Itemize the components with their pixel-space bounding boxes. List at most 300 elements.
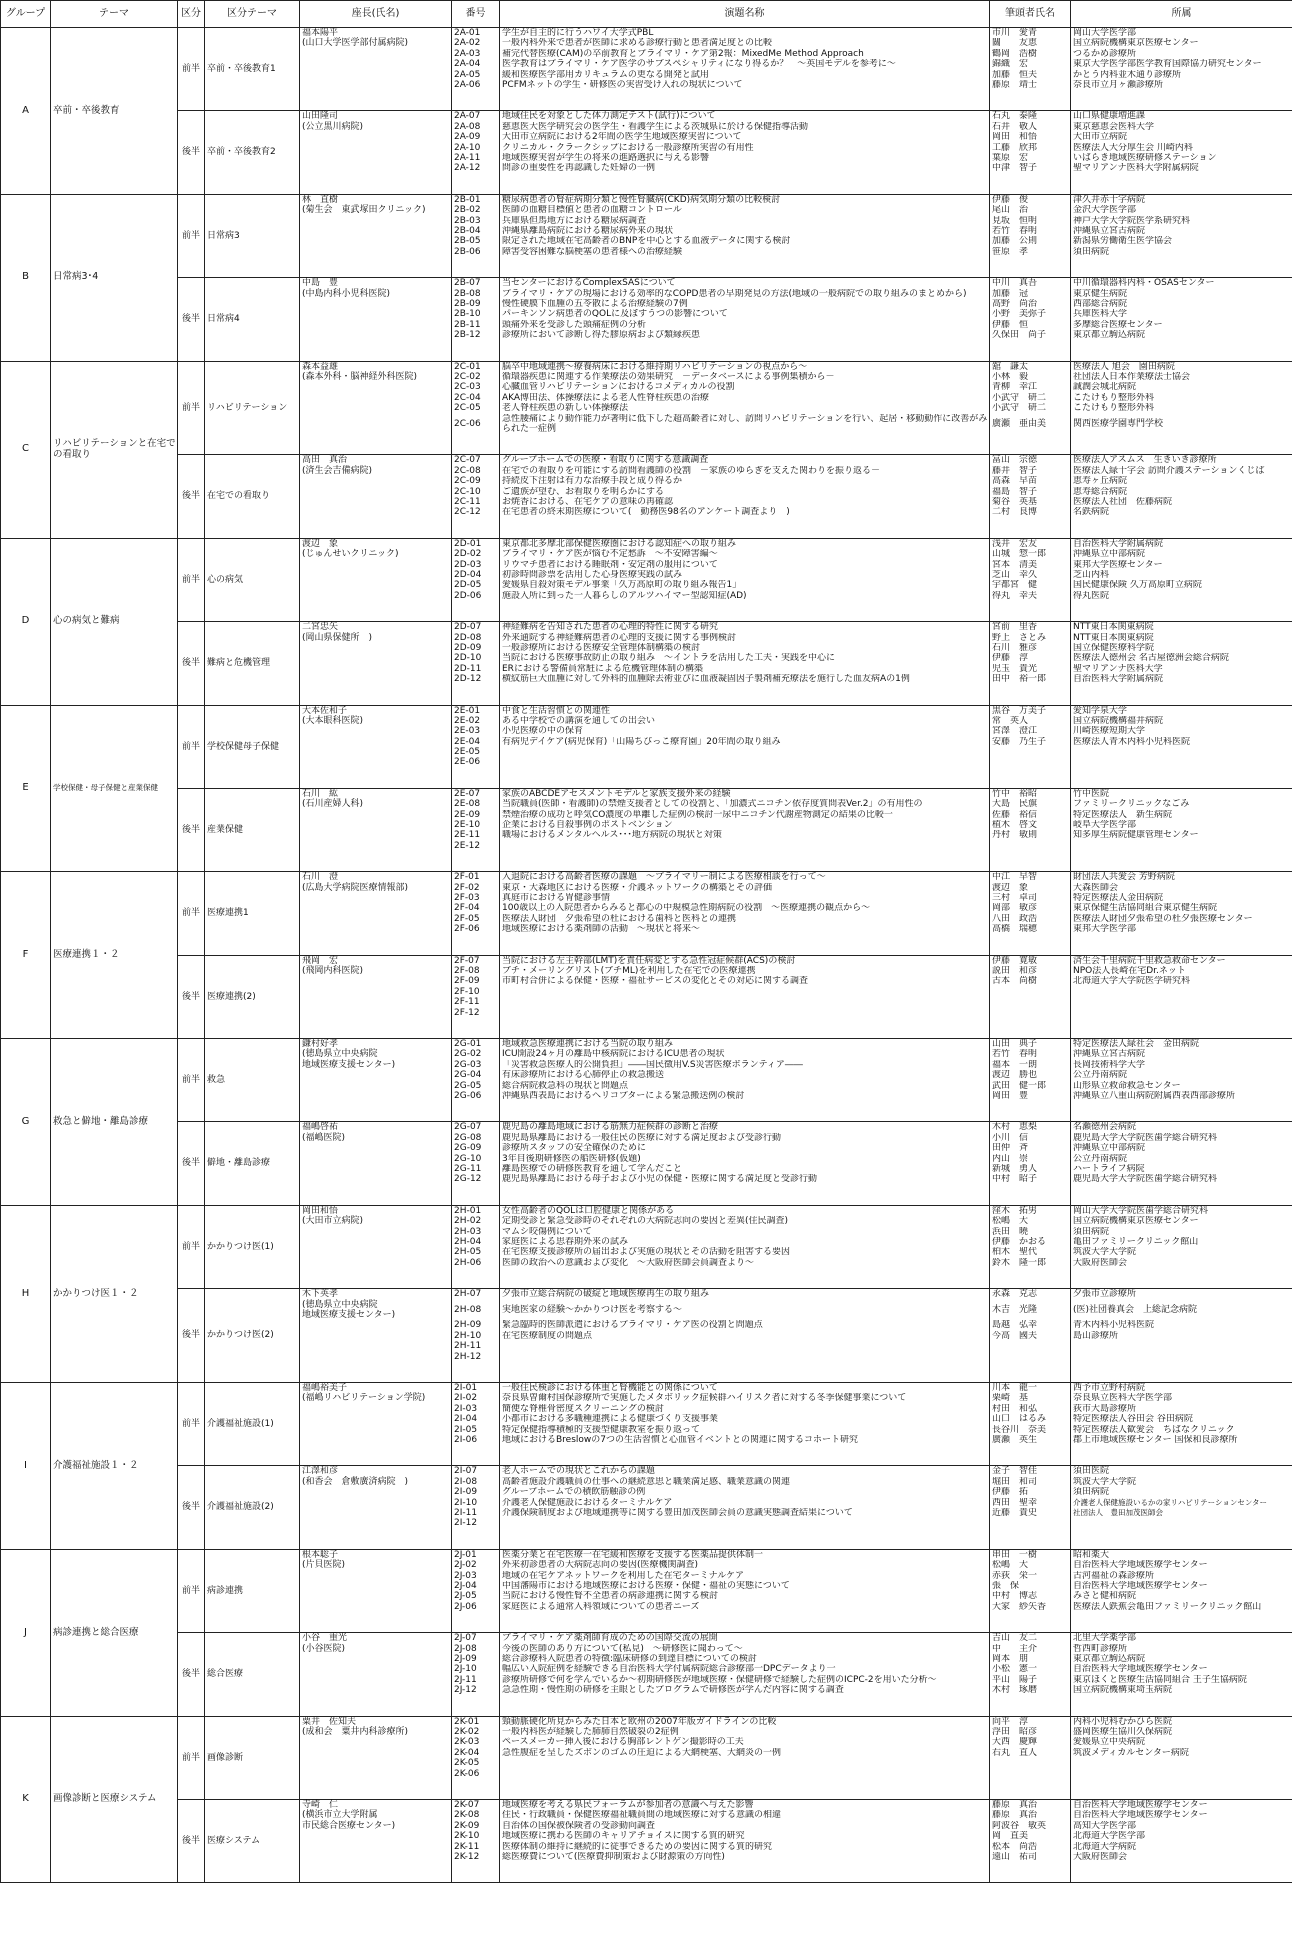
group-letter: I — [1, 1383, 51, 1550]
talk-title: ペースメーカー挿入後における胸部レントゲン撮影時の工夫 — [502, 1737, 744, 1748]
talk-author: 木吉 光隆 — [992, 1304, 1038, 1315]
talk-title: 女性高齢者のQOLは口腔健康と関係がある — [502, 1205, 675, 1216]
chair-line: 木下英孝 — [302, 1289, 339, 1300]
talk-numbers — [452, 538, 500, 705]
talk-title: 沖縄県西表島におけるヘリコプターによる緊急搬送例の検討 — [502, 1091, 745, 1102]
talk-author-block — [990, 362, 1070, 455]
talk-title: 簡便な脊椎骨密度スクリーニングの検討 — [502, 1403, 664, 1414]
talk-number: 2K-06 — [454, 1768, 480, 1779]
talk-affiliation-block — [1071, 277, 1292, 359]
session-subtheme: 日常病3 — [207, 230, 240, 241]
talk-number-block — [452, 621, 499, 703]
talk-number-block — [452, 706, 499, 788]
talk-number: 2D-05 — [454, 580, 482, 591]
talk-author: 福島 智子 — [992, 486, 1038, 497]
talk-number: 2I-05 — [454, 1424, 478, 1435]
session-subtheme: 画像診断 — [207, 1752, 244, 1763]
session-subtheme: 産業保健 — [205, 788, 299, 871]
session-half: 前半 — [181, 1419, 200, 1430]
talk-author: 藤原 真治 — [992, 1800, 1038, 1811]
session-chair — [300, 621, 451, 704]
talk-title: PCFMネットの学生・研修医の実習受け入れの現状について — [502, 79, 743, 90]
talk-title: 鹿児島県離島における母子および小児の保健・医療に関する満足度と受診行動 — [502, 1174, 818, 1185]
session-chairs — [300, 1205, 452, 1382]
talk-title: 自治体の国保被保険者の受診動向調査 — [502, 1820, 656, 1831]
talk-number: 2A-01 — [454, 28, 481, 38]
group-f — [1, 872, 1292, 1039]
chair-line: 福本陽平 — [302, 28, 339, 38]
header-subtheme: 区分テーマ — [205, 1, 300, 28]
talk-title: 有病児デイケア(病児保育)「山陽ちびっこ療育園」20年間の取り組み — [502, 736, 781, 747]
talk-number: 2H-01 — [454, 1205, 482, 1216]
chair-line: 森本益雄 — [302, 361, 339, 372]
talk-author: 鈴木 隆一郎 — [992, 1257, 1047, 1268]
talk-number: 2F-02 — [454, 882, 480, 893]
talk-number: 2D-11 — [454, 663, 482, 674]
session-chair — [300, 1206, 451, 1288]
session-subthemes — [205, 1039, 300, 1206]
talk-number-block — [452, 110, 499, 192]
group-a — [1, 28, 1292, 195]
talk-affiliation: 奈良市立月ヶ瀬診療所 — [1073, 79, 1164, 90]
talk-numbers — [452, 1205, 500, 1382]
talk-author: 窪木 拓男 — [992, 1205, 1038, 1216]
talk-author: 安藤 乃生子 — [992, 736, 1047, 747]
talk-affiliation-block — [1071, 1206, 1292, 1288]
talk-title: 家庭医による思春期外来の試み — [502, 1237, 629, 1248]
talk-affiliation: 医療法人大分厚生会 川崎内科 — [1073, 142, 1193, 153]
talk-title: 介護老人保健施設におけるターミナルケア — [502, 1497, 673, 1508]
talk-title: 愛媛県自殺対策モデル事業「久万高原町の取り組み報告1」 — [502, 580, 742, 591]
session-half: 前半 — [181, 908, 200, 919]
talk-affiliation: 岐阜大学医学部 — [1073, 820, 1137, 831]
talk-affiliation: 医療法人アスムス 生きいき診療所 — [1073, 455, 1217, 466]
talk-title-block — [500, 1632, 989, 1714]
talk-author — [990, 747, 1070, 757]
talk-author: 伊藤 淳 — [992, 653, 1029, 664]
talk-number: 2D-02 — [454, 549, 482, 560]
talk-title — [500, 987, 989, 997]
talk-title: 急急性期・慢性期の研修を主眼としたプログラムで研修医が学んだ内容に関する調査 — [502, 1685, 844, 1696]
talk-author: 大西 慶輝 — [992, 1737, 1038, 1748]
talk-number: 2B-05 — [454, 236, 481, 247]
session-subthemes — [205, 1205, 300, 1382]
talk-number: 2K-01 — [454, 1716, 480, 1727]
talk-number: 2A-04 — [454, 59, 481, 70]
group-j — [1, 1549, 1292, 1716]
talk-author: 黒谷 万美子 — [992, 705, 1047, 716]
talk-title: 在宅医療支援診療所の届出および実施の現状とその活動を阻害する要因 — [502, 1247, 791, 1258]
talk-author: 吉山 友二 — [992, 1633, 1038, 1644]
talk-affiliation: 医療法人財団夕張希望の杜夕張医療センター — [1073, 913, 1253, 924]
talk-affiliations — [1071, 1383, 1292, 1550]
header-affiliation: 所属 — [1071, 1, 1292, 28]
talk-number: 2F-05 — [454, 913, 480, 924]
talk-author: 串田 一樹 — [992, 1549, 1038, 1560]
talk-author-block — [990, 1465, 1070, 1547]
talk-affiliation: 大森医師会 — [1073, 882, 1119, 893]
talk-title: 老人脊柱疾患の新しい体操療法 — [502, 403, 629, 414]
talk-title: 地域救急医療連携における当院の取り組み — [502, 1039, 674, 1050]
talk-affiliation: 沖縄県立宮古病院 — [1073, 225, 1146, 236]
talk-title: 一般診療所における医療安全管理体制構築の検討 — [502, 642, 701, 653]
group-letter: A — [1, 28, 51, 195]
talk-affiliation: 自治医科大学附属病院 — [1073, 538, 1164, 549]
talk-author: 島越 弘幸 — [992, 1320, 1038, 1331]
talk-numbers — [452, 194, 500, 361]
talk-title: 地域におけるBreslowの7つの生活習慣と心血管イベントとの関連に関するコホート研究 — [502, 1435, 858, 1446]
talk-number: 2I-11 — [454, 1508, 478, 1519]
session-halves — [178, 361, 205, 538]
talk-author: 松本 尚浩 — [992, 1841, 1038, 1852]
talk-title-block — [500, 955, 989, 1037]
talk-affiliation: 北海道大学病院 — [1073, 1841, 1137, 1852]
talk-title: リウマチ患者における睡眠剤・安定剤の服用について — [502, 559, 718, 570]
talk-author: 児玉 貴光 — [992, 663, 1038, 674]
talk-number: 2F-07 — [454, 955, 480, 966]
talk-title: 医薬分業と在宅医療一在宅緩和医療を支援する医薬品提供体制一 — [502, 1549, 764, 1560]
talk-author: 野上 さとみ — [992, 632, 1047, 643]
talk-number: 2G-10 — [454, 1153, 482, 1164]
talk-title: 当院職員(医師・看護師)の禁煙支援者としての役割と、「加濃式ニコチン依存度質問表Ver.2」の有用性の — [502, 799, 923, 810]
talk-title: 中食と生活習慣との関連性 — [502, 705, 611, 716]
header-chair: 座長(氏名) — [300, 1, 452, 28]
talk-affiliation: 特定医療法人金田病院 — [1073, 893, 1164, 904]
talk-number: 2D-03 — [454, 559, 482, 570]
talk-title: 施設入所に到った一人暮らしのアルツハイマー型認知症(AD) — [502, 590, 747, 601]
talk-affiliation: 金沢大学医学部 — [1073, 205, 1137, 216]
talk-number: 2K-08 — [454, 1810, 480, 1821]
talk-number: 2A-10 — [454, 142, 481, 153]
talk-author: 渡辺 勝也 — [992, 1070, 1038, 1081]
talk-affiliation: 自治医科大学地域医療学センター — [1073, 1664, 1208, 1675]
talk-number: 2K-02 — [454, 1727, 480, 1738]
header-number: 番号 — [452, 1, 500, 28]
session-chairs — [300, 538, 452, 705]
talk-affiliation: 長岡技術科学大学 — [1073, 1059, 1146, 1070]
session-chair — [300, 1550, 451, 1632]
talk-number: 2F-03 — [454, 893, 480, 904]
talk-number: 2I-04 — [454, 1414, 478, 1425]
talk-title-block — [500, 195, 989, 277]
talk-title: 幅広い入院症例を経験できる自治医科大学付属病院総合診療部一DPCデータより一 — [502, 1664, 836, 1675]
talk-title-block — [500, 1799, 989, 1881]
talk-author: 大家 紗矢香 — [992, 1601, 1047, 1612]
talk-number: 2A-09 — [454, 132, 481, 143]
talk-author: 廣瀬 英生 — [992, 1435, 1038, 1446]
talk-author: 高森 早苗 — [992, 476, 1038, 487]
talk-number: 2B-01 — [454, 194, 481, 205]
talk-affiliation: 川崎医療短期大学 — [1073, 726, 1146, 737]
talk-author: 植木 啓文 — [992, 820, 1038, 831]
talk-title: 一般内科外来で患者が医師に求める診療行動と患者満足度との比較 — [502, 38, 773, 49]
talk-affiliation-block — [1071, 1465, 1292, 1547]
talk-title — [500, 1518, 989, 1528]
talk-author: 向平 淳 — [992, 1716, 1029, 1727]
talk-numbers — [452, 1549, 500, 1716]
talk-author-block — [990, 1717, 1070, 1799]
group-e — [1, 705, 1292, 872]
group-i — [1, 1383, 1292, 1550]
session-chairs — [300, 361, 452, 538]
session-half: 前半 — [181, 1241, 200, 1252]
talk-title: 地域の在宅ケアネットワークを利用した在宅ターミナルケア — [502, 1570, 745, 1581]
session-chair — [300, 706, 451, 788]
talk-number: 2F-10 — [454, 986, 480, 997]
talk-author: 平山 陽子 — [992, 1674, 1038, 1685]
talk-authors — [990, 1383, 1071, 1550]
talk-number: 2E-08 — [454, 799, 481, 810]
talk-author — [990, 987, 1070, 997]
talk-affiliation — [1071, 747, 1292, 757]
talk-number: 2J-10 — [454, 1664, 477, 1675]
talk-title — [500, 1341, 989, 1351]
talk-affiliation-block — [1071, 110, 1292, 192]
talk-affiliation: 夕張市立診療所 — [1073, 1289, 1137, 1300]
talk-affiliation: 津久井赤十字病院 — [1073, 194, 1146, 205]
talk-title-block — [500, 1465, 989, 1547]
talk-author — [990, 1518, 1070, 1528]
talk-author: 中村 博志 — [992, 1591, 1038, 1602]
talk-affiliation: 特定医療法人 新生病院 — [1073, 809, 1173, 820]
talk-affiliation: 名鉄病院 — [1073, 507, 1110, 518]
talk-number: 2H-08 — [454, 1304, 482, 1315]
talk-affiliation: 郡上市地域医療センター 国保和良診療所 — [1073, 1435, 1238, 1446]
talk-number: 2H-07 — [454, 1289, 482, 1300]
session-chair — [300, 1632, 451, 1715]
talk-number: 2E-02 — [454, 715, 481, 726]
talk-affiliation: 北海道大学医学部 — [1073, 1831, 1146, 1842]
session-half: 後半 — [178, 955, 204, 1038]
session-subthemes — [205, 872, 300, 1039]
chair-line: 中島 豊 — [302, 278, 339, 289]
talk-affiliation-block — [1071, 539, 1292, 621]
session-subthemes — [205, 705, 300, 872]
talk-author — [990, 1758, 1070, 1768]
talk-author: 常 英人 — [992, 715, 1029, 726]
talk-number: 2A-12 — [454, 163, 481, 174]
talk-author: 小松 憲一 — [992, 1664, 1038, 1675]
talk-affiliation: こたけもり整形外科 — [1073, 392, 1155, 403]
chair-line: (小谷医院) — [302, 1643, 346, 1654]
talk-number: 2I-01 — [454, 1383, 478, 1394]
talk-number: 2A-03 — [454, 48, 481, 59]
talk-title: 有床診療所における心肺停止の救急搬送 — [502, 1070, 665, 1081]
talk-affiliation: 東邦大学医療センター — [1073, 559, 1163, 570]
talk-title: 住民・行政職員・保健医療福祉職員間の地域医療に対する意識の相違 — [502, 1810, 782, 1821]
talk-title: 職場におけるメンタルヘルス･･･地方病院の現状と対策 — [502, 830, 722, 841]
talk-number: 2E-11 — [454, 830, 481, 841]
session-chair — [300, 955, 451, 1038]
talk-number: 2G-05 — [454, 1080, 482, 1091]
talk-number-block — [452, 1383, 499, 1465]
talk-number-block — [452, 454, 499, 536]
talk-author: 大島 民旗 — [992, 799, 1038, 810]
talk-title: グループホームでの医療・看取りに関する意識調査 — [502, 455, 709, 466]
talk-title-block — [500, 28, 989, 110]
chair-line: 二宮忠矢 — [302, 622, 339, 633]
talk-title: プライマリ・ケア医が悩む不定愁訴 ～不安障害編～ — [502, 549, 718, 560]
talk-affiliation: 沖縄県立中部病院 — [1073, 549, 1146, 560]
chair-line: 山田隆司 — [302, 111, 339, 122]
talk-author: 中村 昭子 — [992, 1174, 1038, 1185]
talk-number: 2G-04 — [454, 1070, 482, 1081]
talk-number: 2E-06 — [454, 757, 481, 768]
chair-line: 岡田和悟 — [302, 1205, 339, 1216]
talk-number: 2B-10 — [454, 309, 481, 320]
session-half: 前半 — [181, 1585, 200, 1596]
talk-number: 2B-02 — [454, 205, 481, 216]
session-chairs — [300, 1383, 452, 1550]
talk-number: 2I-02 — [454, 1393, 478, 1404]
talk-affiliation: 医療法人徳州会 名古屋徳洲会総合病院 — [1073, 653, 1229, 664]
talk-title: 東京・大森地区における医療・介護ネットワークの構築とその評価 — [502, 882, 773, 893]
talk-title — [500, 997, 989, 1007]
talk-titles — [500, 361, 990, 538]
talk-number: 2F-06 — [454, 924, 480, 935]
program-body — [1, 28, 1292, 1883]
talk-author: 山口 はるみ — [992, 1414, 1047, 1425]
talk-number: 2I-08 — [454, 1476, 478, 1487]
talk-number-block — [452, 362, 499, 455]
talk-title: AKA博田法、体操療法による老人性脊柱疾患の治療 — [502, 392, 710, 403]
talk-title: ERにおける警備員常駐による危機管理体制の構築 — [502, 663, 703, 674]
talk-number: 2A-05 — [454, 69, 481, 80]
talk-affiliation — [1071, 1758, 1292, 1768]
talk-affiliation: 介護老人保健施設いるかの家リハビリテーションセンター — [1073, 1497, 1268, 1507]
talk-title: 糖尿病患者の腎症病期分類と慢性腎臓病(CKD)病気期分類の比較検討 — [502, 194, 781, 205]
talk-affiliation: 須田医院 — [1073, 1466, 1110, 1477]
talk-title: プライマリ・ケア薬剤師育成のための国際交流の展開 — [502, 1633, 718, 1644]
talk-title: 診療所スタッフの安全確保のために — [502, 1143, 647, 1154]
talk-number: 2D-08 — [454, 632, 482, 643]
talk-affiliation: 恵寿総合病院 — [1073, 486, 1128, 497]
talk-number: 2H-12 — [454, 1351, 482, 1362]
talk-title — [500, 757, 989, 767]
talk-affiliation: 沖縄県立宮古病院 — [1073, 1049, 1146, 1060]
talk-number-block — [452, 1206, 499, 1288]
session-half: 前半 — [181, 402, 200, 413]
talk-author-block — [990, 1039, 1070, 1121]
session-half: 前半 — [181, 741, 200, 752]
session-subtheme: 介護福祉施設(2) — [205, 1465, 299, 1548]
talk-affiliation: 特定医療法人谷田会 谷田病院 — [1073, 1414, 1193, 1425]
talk-title: 実地医家の経験～かかりつけ医を考察する～ — [502, 1304, 683, 1315]
talk-author: 芝山 幸久 — [992, 569, 1038, 580]
session-subtheme: 卒前・卒後教育1 — [207, 63, 276, 74]
talk-number: 2K-11 — [454, 1841, 480, 1852]
talk-title: 医療法人財団 夕張希望の杜における歯科と医科との連携 — [502, 913, 737, 924]
talk-author-block — [990, 1383, 1070, 1465]
talk-author: 石井 敬人 — [992, 121, 1038, 132]
talk-title: 頭痛外来を受診した頭痛症例の分析 — [502, 319, 647, 330]
talk-author: 高野 尚治 — [992, 298, 1038, 309]
talk-affiliation: 筑波大学大学院 — [1073, 1476, 1137, 1487]
talk-title: 一般内科医が経験した肺肺自然破裂の2症例 — [502, 1727, 679, 1738]
talk-number: 2J-04 — [454, 1581, 477, 1592]
group-theme: 救急と僻地・離島診療 — [51, 1039, 178, 1206]
talk-number: 2E-07 — [454, 788, 481, 799]
chair-line: 根本聡子 — [302, 1549, 339, 1560]
talk-title: プライマリ・ケアの現場における効率的なCOPD患者の早期発見の方法(地域の一般病院での取り組みのまとめから) — [502, 288, 967, 299]
group-letter: G — [1, 1039, 51, 1206]
talk-affiliation: 東京大学医学部医学教育国際協力研究センター — [1073, 59, 1262, 70]
session-subthemes — [205, 28, 300, 195]
talk-title: クリニカル・クラークシップにおける一般診療所実習の有用性 — [502, 142, 754, 153]
session-chair — [300, 1383, 451, 1465]
talk-number: 2H-11 — [454, 1341, 482, 1352]
talk-titles — [500, 538, 990, 705]
talk-affiliation: 鹿児島大学大学院医歯学総合研究科 — [1073, 1174, 1218, 1185]
session-half: 後半 — [178, 621, 204, 704]
talk-author: 小野 美弥子 — [992, 309, 1047, 320]
talk-author: 小武守 研二 — [992, 403, 1047, 414]
talk-affiliation: 青木内科小児科医院 — [1073, 1320, 1155, 1331]
talk-title-block — [500, 1383, 989, 1465]
talk-number: 2I-06 — [454, 1435, 478, 1446]
talk-title: 問診の重要性を再認識した妊婦の一例 — [502, 163, 656, 174]
chair-line: 渡辺 象 — [302, 538, 339, 549]
chair-line: (和香会 倉敷廣済病院 ) — [302, 1476, 409, 1487]
chair-line: (福嶋医院) — [302, 1132, 346, 1143]
session-halves — [178, 1716, 205, 1883]
talk-author: 尾山 治 — [992, 205, 1029, 216]
talk-number: 2B-09 — [454, 298, 481, 309]
talk-author: 二村 良博 — [992, 507, 1038, 518]
talk-titles — [500, 1039, 990, 1206]
chair-line: 飛岡 宏 — [302, 955, 339, 966]
session-subtheme: かかりつけ医(2) — [205, 1288, 299, 1382]
talk-affiliation: 財団法人共愛会 芳野病院 — [1073, 872, 1175, 883]
session-chair — [300, 1039, 451, 1121]
talk-author: 錦織 宏 — [992, 59, 1029, 70]
header-theme: テーマ — [51, 1, 178, 28]
talk-number: 2F-12 — [454, 1007, 480, 1018]
session-half: 前半 — [181, 1752, 200, 1763]
chair-line: 地域医療支援センター) — [302, 1059, 396, 1070]
talk-affiliation-block — [1071, 1799, 1292, 1881]
talk-title: ICU開設24ヶ月の離島中核病院におけるICU患者の現状 — [502, 1049, 725, 1060]
talk-author: 伊藤 寛敏 — [992, 955, 1038, 966]
talk-title-block — [500, 872, 989, 954]
talk-author: 冨山 宗徳 — [992, 455, 1038, 466]
talk-affiliation: 自治医科大学地域医療学センター — [1073, 1810, 1208, 1821]
talk-number: 2D-10 — [454, 653, 482, 664]
talk-title: 持続皮下注射は有力な治療手段と成り得るか — [502, 476, 683, 487]
talk-affiliation: 北里大学薬学部 — [1073, 1633, 1137, 1644]
talk-title: 3年目後期研修医の船医研修(仮題) — [502, 1153, 641, 1164]
talk-affiliation: 須田病院 — [1073, 246, 1110, 257]
talk-affiliation: 国立保健医療科学院 — [1073, 642, 1155, 653]
talk-title: 在宅での看取りを可能にする訪問看護師の役割 －家族のゆらぎを支えた関わりを振り返る－ — [502, 465, 881, 476]
chair-line: (横浜市立大学附属 — [302, 1810, 378, 1821]
talk-affiliation: 古河福祉の森診療所 — [1073, 1570, 1155, 1581]
talk-author: 説田 和彦 — [992, 966, 1038, 977]
talk-number: 2A-02 — [454, 38, 481, 49]
session-halves — [178, 1205, 205, 1382]
talk-authors — [990, 872, 1071, 1039]
talk-author — [990, 841, 1070, 851]
header-author: 筆頭者氏名 — [990, 1, 1071, 28]
talk-author: 石丸 泰隆 — [992, 111, 1038, 122]
talk-title: 急性腰痛により動作能力が著明に低下した超高齢者に対し、訪問リハビリテーションを行い、起居・移動動作に改善がみられた一症例 — [502, 413, 988, 434]
chair-line: (飛岡内科医院) — [302, 966, 364, 977]
group-theme: 心の病気と難病 — [51, 538, 178, 705]
talk-author: 藤原 真治 — [992, 1810, 1038, 1821]
talk-number-block — [452, 28, 499, 110]
talk-affiliation-block — [1071, 1383, 1292, 1465]
talk-affiliation-block — [1071, 621, 1292, 703]
